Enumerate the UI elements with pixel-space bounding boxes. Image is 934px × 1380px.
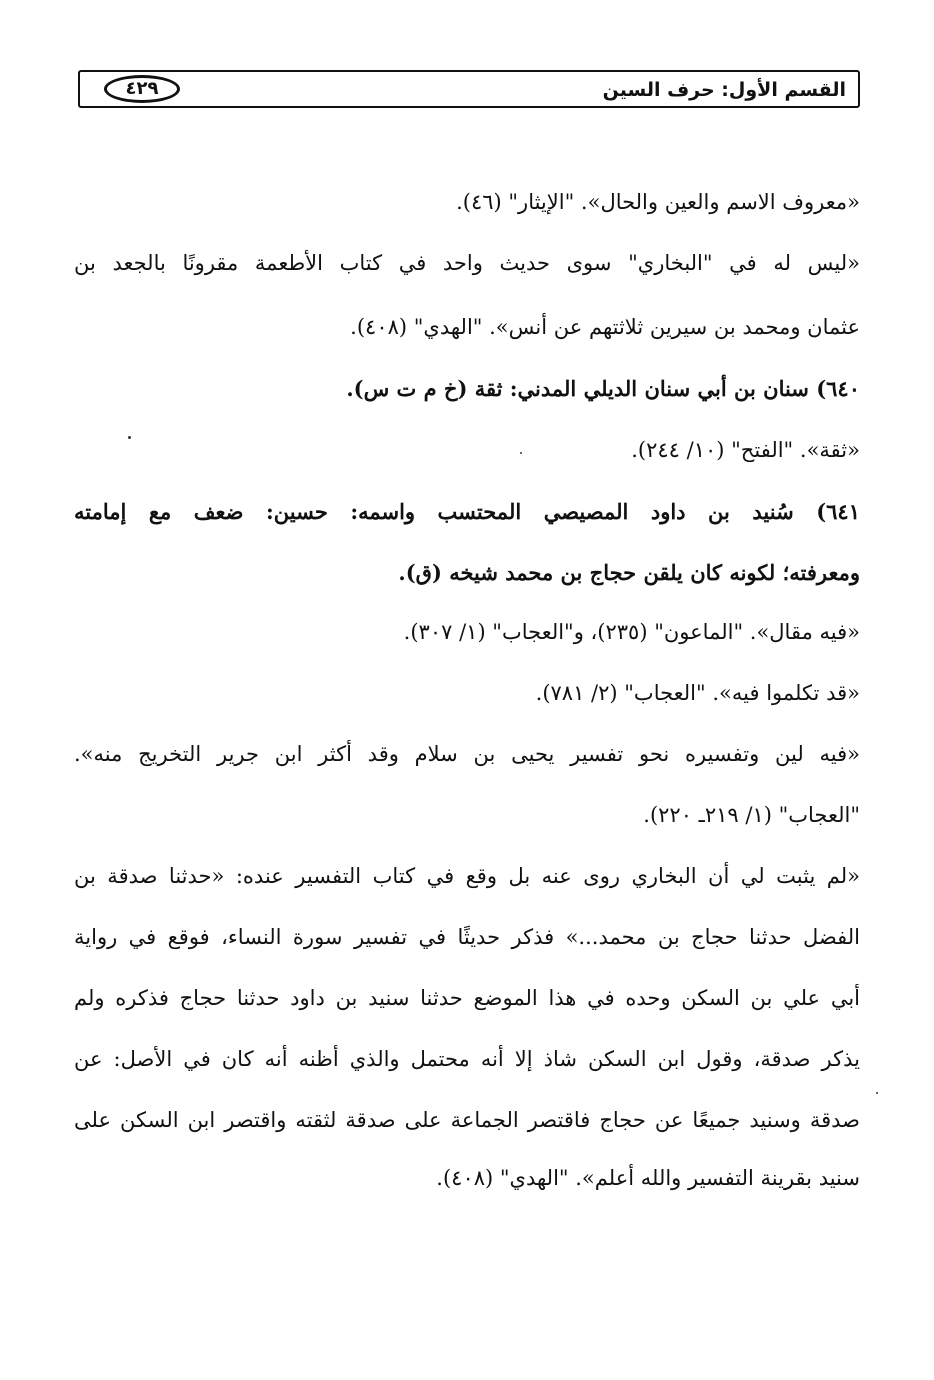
page-number-badge xyxy=(104,75,180,103)
scan-speck xyxy=(520,452,522,454)
text-line: «فيه مقال». "الماعون" (٢٣٥)، و"العجاب" (١/ ٣٠٧). xyxy=(403,620,860,644)
text-line: عثمان ومحمد بن سيرين ثلاثتهم عن أنس». "الهدي" (٤٠٨). xyxy=(350,315,860,339)
text-line: صدقة وسنيد جميعًا عن حجاج فاقتصر الجماعة على صدقة لثقته واقتصر ابن السكن على xyxy=(74,1108,860,1132)
text-line: يذكر صدقة، وقول ابن السكن شاذ إلا أنه محتمل والذي أظنه أنه كان في الأصل: عن xyxy=(74,1047,860,1071)
text-line: «ثقة». "الفتح" (١٠/ ٢٤٤). xyxy=(631,438,860,462)
text-line: «ليس له في "البخاري" سوى حديث واحد في كتاب الأطعمة مقرونًا بالجعد بن xyxy=(74,251,860,275)
text-line: «قد تكلموا فيه». "العجاب" (٢/ ٧٨١). xyxy=(535,681,860,705)
header-title: القسم الأول: حرف السين xyxy=(602,79,846,101)
text-line: أبي علي بن السكن وحده في هذا الموضع حدثنا سنيد بن داود حدثنا حجاج فذكره ولم xyxy=(74,986,861,1010)
text-line: «معروف الاسم والعين والحال». "الإيثار" (٤٦). xyxy=(456,190,860,214)
text-line: "العجاب" (١/ ٢١٩ـ ٢٢٠). xyxy=(643,803,860,827)
scan-speck xyxy=(876,1092,878,1094)
text-line: سنيد بقرينة التفسير والله أعلم». "الهدي" (٤٠٨). xyxy=(436,1166,860,1190)
entry-heading: ومعرفته؛ لكونه كان يلقن حجاج بن محمد شيخه (ق). xyxy=(398,560,860,585)
entry-heading: ٦٤٠) سنان بن أبي سنان الديلي المدني: ثقة (خ م ت س). xyxy=(346,376,860,401)
running-header xyxy=(78,70,860,108)
text-line: الفضل حدثنا حجاج بن محمد...» فذكر حديثًا في تفسير سورة النساء، فوقع في رواية xyxy=(74,925,860,949)
entry-heading: ٦٤١) سُنيد بن داود المصيصي المحتسب واسمه: حسين: ضعف مع إمامته xyxy=(74,499,860,524)
text-line: «لم يثبت لي أن البخاري روى عنه بل وقع في كتاب التفسير عنده: «حدثنا صدقة بن xyxy=(74,864,860,888)
page-number: ٤٢٩ xyxy=(125,78,159,99)
text-line: «فيه لين وتفسيره نحو تفسير يحيى بن سلام وقد أكثر ابن جرير التخريج منه». xyxy=(74,742,860,766)
scan-speck xyxy=(128,436,131,439)
